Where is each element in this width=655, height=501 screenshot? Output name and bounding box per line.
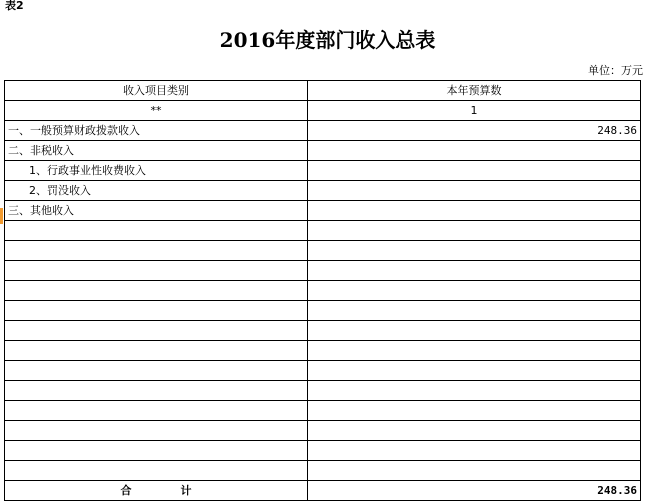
- table-row: [5, 181, 641, 201]
- empty-row: [5, 261, 641, 281]
- total-label-a: 合: [120, 484, 132, 497]
- empty-cell[interactable]: [5, 381, 308, 401]
- empty-row: [5, 441, 641, 461]
- empty-cell[interactable]: [5, 421, 308, 441]
- row-value[interactable]: [308, 181, 641, 201]
- total-label-b: 计: [180, 484, 192, 497]
- empty-cell[interactable]: [5, 281, 308, 301]
- empty-cell[interactable]: [308, 401, 641, 421]
- empty-cell[interactable]: [5, 401, 308, 421]
- empty-cell[interactable]: [308, 421, 641, 441]
- row-value[interactable]: 248.36: [308, 121, 641, 141]
- total-row: [5, 481, 641, 501]
- empty-row: [5, 241, 641, 261]
- empty-cell[interactable]: [308, 321, 641, 341]
- row-label[interactable]: 一、一般预算财政拨款收入: [5, 121, 308, 141]
- row-label[interactable]: 二、非税收入: [5, 141, 308, 161]
- table-row: [5, 121, 641, 141]
- empty-cell[interactable]: [308, 461, 641, 481]
- unit-label: 单位：万元: [588, 64, 643, 77]
- empty-cell[interactable]: [308, 301, 641, 321]
- empty-cell[interactable]: [308, 441, 641, 461]
- row-label[interactable]: 三、其他收入: [5, 201, 308, 221]
- empty-row: [5, 401, 641, 421]
- empty-cell[interactable]: [5, 341, 308, 361]
- empty-cell[interactable]: [5, 241, 308, 261]
- empty-row: [5, 281, 641, 301]
- empty-cell[interactable]: [5, 321, 308, 341]
- sheet-label: 表2: [5, 0, 24, 12]
- header-budget[interactable]: 本年预算数: [308, 81, 641, 101]
- empty-cell[interactable]: [5, 361, 308, 381]
- empty-cell[interactable]: [5, 461, 308, 481]
- empty-cell[interactable]: [308, 281, 641, 301]
- empty-cell[interactable]: [5, 221, 308, 241]
- income-table: [4, 80, 641, 501]
- row-label[interactable]: 1、行政事业性收费收入: [5, 161, 308, 181]
- empty-cell[interactable]: [308, 361, 641, 381]
- empty-cell[interactable]: [308, 381, 641, 401]
- header-category[interactable]: 收入项目类别: [5, 81, 308, 101]
- empty-cell[interactable]: [308, 341, 641, 361]
- empty-row: [5, 461, 641, 481]
- empty-cell[interactable]: [308, 261, 641, 281]
- total-label[interactable]: [5, 481, 308, 501]
- empty-cell[interactable]: [308, 221, 641, 241]
- row-value[interactable]: [308, 141, 641, 161]
- code-cell-category[interactable]: **: [5, 101, 308, 121]
- total-value[interactable]: 248.36: [308, 481, 641, 501]
- table-row: [5, 201, 641, 221]
- code-row: [5, 101, 641, 121]
- empty-cell[interactable]: [5, 301, 308, 321]
- empty-cell[interactable]: [5, 261, 308, 281]
- row-selection-marker: [0, 208, 3, 224]
- empty-row: [5, 321, 641, 341]
- row-label[interactable]: 2、罚没收入: [5, 181, 308, 201]
- empty-row: [5, 341, 641, 361]
- empty-row: [5, 221, 641, 241]
- row-value[interactable]: [308, 161, 641, 181]
- empty-row: [5, 381, 641, 401]
- empty-cell[interactable]: [308, 241, 641, 261]
- empty-cell[interactable]: [5, 441, 308, 461]
- empty-row: [5, 361, 641, 381]
- table-row: [5, 141, 641, 161]
- empty-row: [5, 421, 641, 441]
- header-row: [5, 81, 641, 101]
- row-value[interactable]: [308, 201, 641, 221]
- page-title: 2016年度部门收入总表: [219, 28, 436, 52]
- empty-row: [5, 301, 641, 321]
- table-row: [5, 161, 641, 181]
- code-cell-budget[interactable]: 1: [308, 101, 641, 121]
